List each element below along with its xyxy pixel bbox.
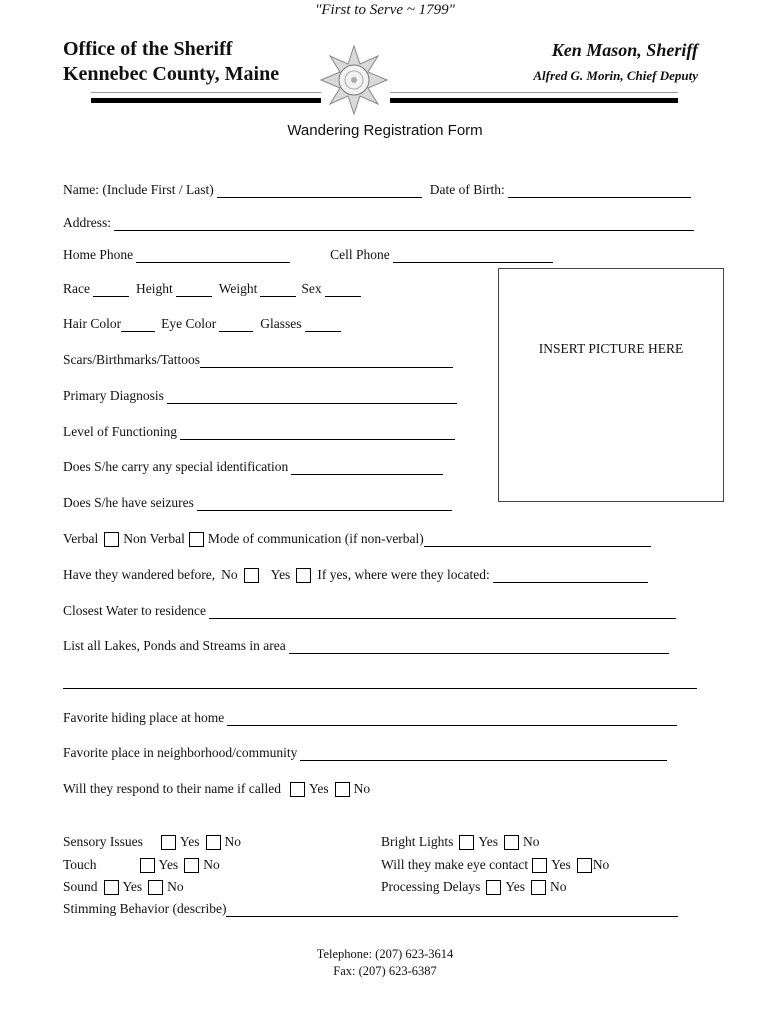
- form-title: Wandering Registration Form: [287, 122, 483, 139]
- delays-yes-label: Yes: [505, 879, 526, 894]
- diagnosis-row: [63, 388, 457, 404]
- physical-row-1: [63, 281, 361, 297]
- lakes-field[interactable]: [289, 639, 669, 654]
- phone-row: [63, 247, 553, 263]
- sound-row: [63, 879, 184, 895]
- verbal-label: Verbal: [63, 531, 99, 546]
- address-field[interactable]: [114, 216, 694, 231]
- sensory-no-checkbox[interactable]: [206, 835, 221, 850]
- footer-telephone: Telephone: (207) 623-3614: [316, 947, 454, 961]
- verbal-checkbox[interactable]: [104, 532, 119, 547]
- respond-yes-checkbox[interactable]: [290, 782, 305, 797]
- respond-row: [63, 781, 370, 797]
- delays-yes-checkbox[interactable]: [486, 880, 501, 895]
- address-row: [63, 215, 694, 231]
- water-field[interactable]: [209, 604, 676, 619]
- respond-yes-label: Yes: [309, 781, 329, 796]
- name-label: Name: (Include First / Last): [63, 182, 214, 197]
- home-phone-field[interactable]: [136, 248, 290, 263]
- functioning-row: [63, 424, 455, 440]
- eye-color-label: Eye Color: [161, 316, 217, 331]
- touch-yes-checkbox[interactable]: [140, 858, 155, 873]
- wandered-no-label: No: [221, 567, 238, 582]
- touch-yes-label: Yes: [158, 857, 179, 872]
- name-dob-row: [63, 182, 691, 198]
- processing-delays-row: [381, 879, 567, 895]
- glasses-field[interactable]: [305, 317, 341, 332]
- photo-placeholder: INSERT PICTURE HERE: [538, 341, 684, 356]
- delays-no-checkbox[interactable]: [531, 880, 546, 895]
- neighborhood-row: [63, 745, 667, 761]
- sound-no-checkbox[interactable]: [148, 880, 163, 895]
- hair-color-field[interactable]: [121, 317, 155, 332]
- sound-label: Sound: [63, 879, 98, 894]
- motto: "First to Serve ~ 1799": [315, 2, 455, 18]
- wandered-row: [63, 567, 648, 583]
- hair-color-label: Hair Color: [63, 316, 122, 331]
- bright-yes-checkbox[interactable]: [459, 835, 474, 850]
- eye-contact-label: Will they make eye contact: [381, 857, 529, 872]
- bright-yes-label: Yes: [478, 834, 499, 849]
- touch-no-checkbox[interactable]: [184, 858, 199, 873]
- dob-field[interactable]: [508, 183, 691, 198]
- sensory-no-label: No: [224, 834, 242, 849]
- header-rule-left: [91, 98, 321, 103]
- located-field[interactable]: [493, 568, 648, 583]
- name-field[interactable]: [217, 183, 422, 198]
- sensory-yes-label: Yes: [179, 834, 200, 849]
- photo-box[interactable]: [498, 268, 724, 502]
- special-id-row: [63, 459, 443, 475]
- header-rule-left-thin: [91, 92, 321, 93]
- wandered-no-checkbox[interactable]: [244, 568, 259, 583]
- eye-color-field[interactable]: [219, 317, 253, 332]
- sex-label: Sex: [301, 281, 322, 296]
- neighborhood-field[interactable]: [300, 746, 667, 761]
- communication-row: [63, 531, 651, 547]
- respond-label: Will they respond to their name if called: [63, 781, 282, 796]
- physical-row-2: [63, 316, 341, 332]
- bright-lights-row: [381, 834, 540, 850]
- bright-no-checkbox[interactable]: [504, 835, 519, 850]
- eye-contact-yes-checkbox[interactable]: [532, 858, 547, 873]
- respond-no-checkbox[interactable]: [335, 782, 350, 797]
- hiding-label: Favorite hiding place at home: [63, 710, 225, 725]
- home-phone-label: Home Phone: [63, 247, 134, 262]
- touch-label: Touch: [63, 857, 97, 872]
- race-label: Race: [63, 281, 90, 296]
- sensory-yes-checkbox[interactable]: [161, 835, 176, 850]
- sheriff-name: Ken Mason, Sheriff: [551, 40, 698, 60]
- footer: [0, 946, 770, 980]
- wandered-label: Have they wandered before,: [63, 567, 216, 582]
- delays-no-label: No: [550, 879, 567, 894]
- water-label: Closest Water to residence: [63, 603, 206, 618]
- lakes-label: List all Lakes, Ponds and Streams in area: [63, 638, 286, 653]
- special-id-field[interactable]: [291, 460, 443, 475]
- seizures-field[interactable]: [197, 496, 452, 511]
- scars-label: Scars/Birthmarks/Tattoos: [63, 352, 201, 367]
- sound-yes-checkbox[interactable]: [104, 880, 119, 895]
- wandered-yes-label: Yes: [270, 567, 291, 582]
- nonverbal-checkbox[interactable]: [189, 532, 204, 547]
- glasses-label: Glasses: [260, 316, 302, 331]
- stimming-label: Stimming Behavior (describe): [63, 901, 227, 916]
- weight-field[interactable]: [260, 282, 296, 297]
- org-name-line2: Kennebec County, Maine: [63, 63, 280, 85]
- header-rule-right-thin: [390, 92, 678, 93]
- water-row: [63, 603, 676, 619]
- eye-contact-no-checkbox[interactable]: [577, 858, 592, 873]
- scars-field[interactable]: [200, 353, 453, 368]
- diagnosis-label: Primary Diagnosis: [63, 388, 164, 403]
- height-field[interactable]: [176, 282, 212, 297]
- cell-phone-field[interactable]: [393, 248, 553, 263]
- sheriff-star-badge-icon: [318, 44, 390, 116]
- nonverbal-label: Non Verbal: [123, 531, 185, 546]
- functioning-label: Level of Functioning: [63, 424, 177, 439]
- eye-contact-row: [381, 857, 609, 873]
- seizures-label: Does S/he have seizures: [63, 495, 194, 510]
- weight-label: Weight: [218, 281, 258, 296]
- eye-contact-no-label: No: [592, 857, 610, 872]
- scars-row: [63, 352, 453, 368]
- sensory-label: Sensory Issues: [63, 834, 143, 849]
- hiding-row: [63, 710, 677, 726]
- touch-no-label: No: [203, 857, 220, 872]
- special-id-label: Does S/he carry any special identification: [63, 459, 289, 474]
- respond-no-label: No: [353, 781, 371, 796]
- sex-field[interactable]: [325, 282, 361, 297]
- sound-yes-label: Yes: [122, 879, 143, 894]
- stimming-row: [63, 901, 678, 917]
- diagnosis-field[interactable]: [167, 389, 457, 404]
- height-label: Height: [135, 281, 173, 296]
- footer-fax: Fax: (207) 623-6387: [333, 964, 437, 978]
- wandered-yes-checkbox[interactable]: [296, 568, 311, 583]
- address-label: Address:: [63, 215, 111, 230]
- mode-field[interactable]: [424, 532, 651, 547]
- sound-no-label: No: [167, 879, 184, 894]
- chief-deputy-name: Alfred G. Morin, Chief Deputy: [533, 68, 698, 83]
- neighborhood-label: Favorite place in neighborhood/community: [63, 745, 298, 760]
- lakes-field-continued[interactable]: [63, 688, 697, 689]
- eye-contact-yes-label: Yes: [551, 857, 571, 872]
- sensory-row: [63, 834, 241, 850]
- stimming-field[interactable]: [226, 902, 678, 917]
- race-field[interactable]: [93, 282, 129, 297]
- functioning-field[interactable]: [180, 425, 455, 440]
- mode-label: Mode of communication (if non-verbal): [207, 531, 424, 546]
- bright-no-label: No: [523, 834, 540, 849]
- dob-label: Date of Birth:: [429, 182, 505, 197]
- seizures-row: [63, 495, 452, 511]
- bright-lights-label: Bright Lights: [381, 834, 454, 849]
- processing-delays-label: Processing Delays: [381, 879, 481, 894]
- located-label: If yes, where were they located:: [317, 567, 490, 582]
- cell-phone-label: Cell Phone: [330, 247, 390, 262]
- hiding-field[interactable]: [227, 711, 677, 726]
- org-name-line1: Office of the Sheriff: [63, 38, 233, 60]
- header-rule-right: [390, 98, 678, 103]
- touch-row: [63, 857, 220, 873]
- lakes-row: [63, 638, 669, 654]
